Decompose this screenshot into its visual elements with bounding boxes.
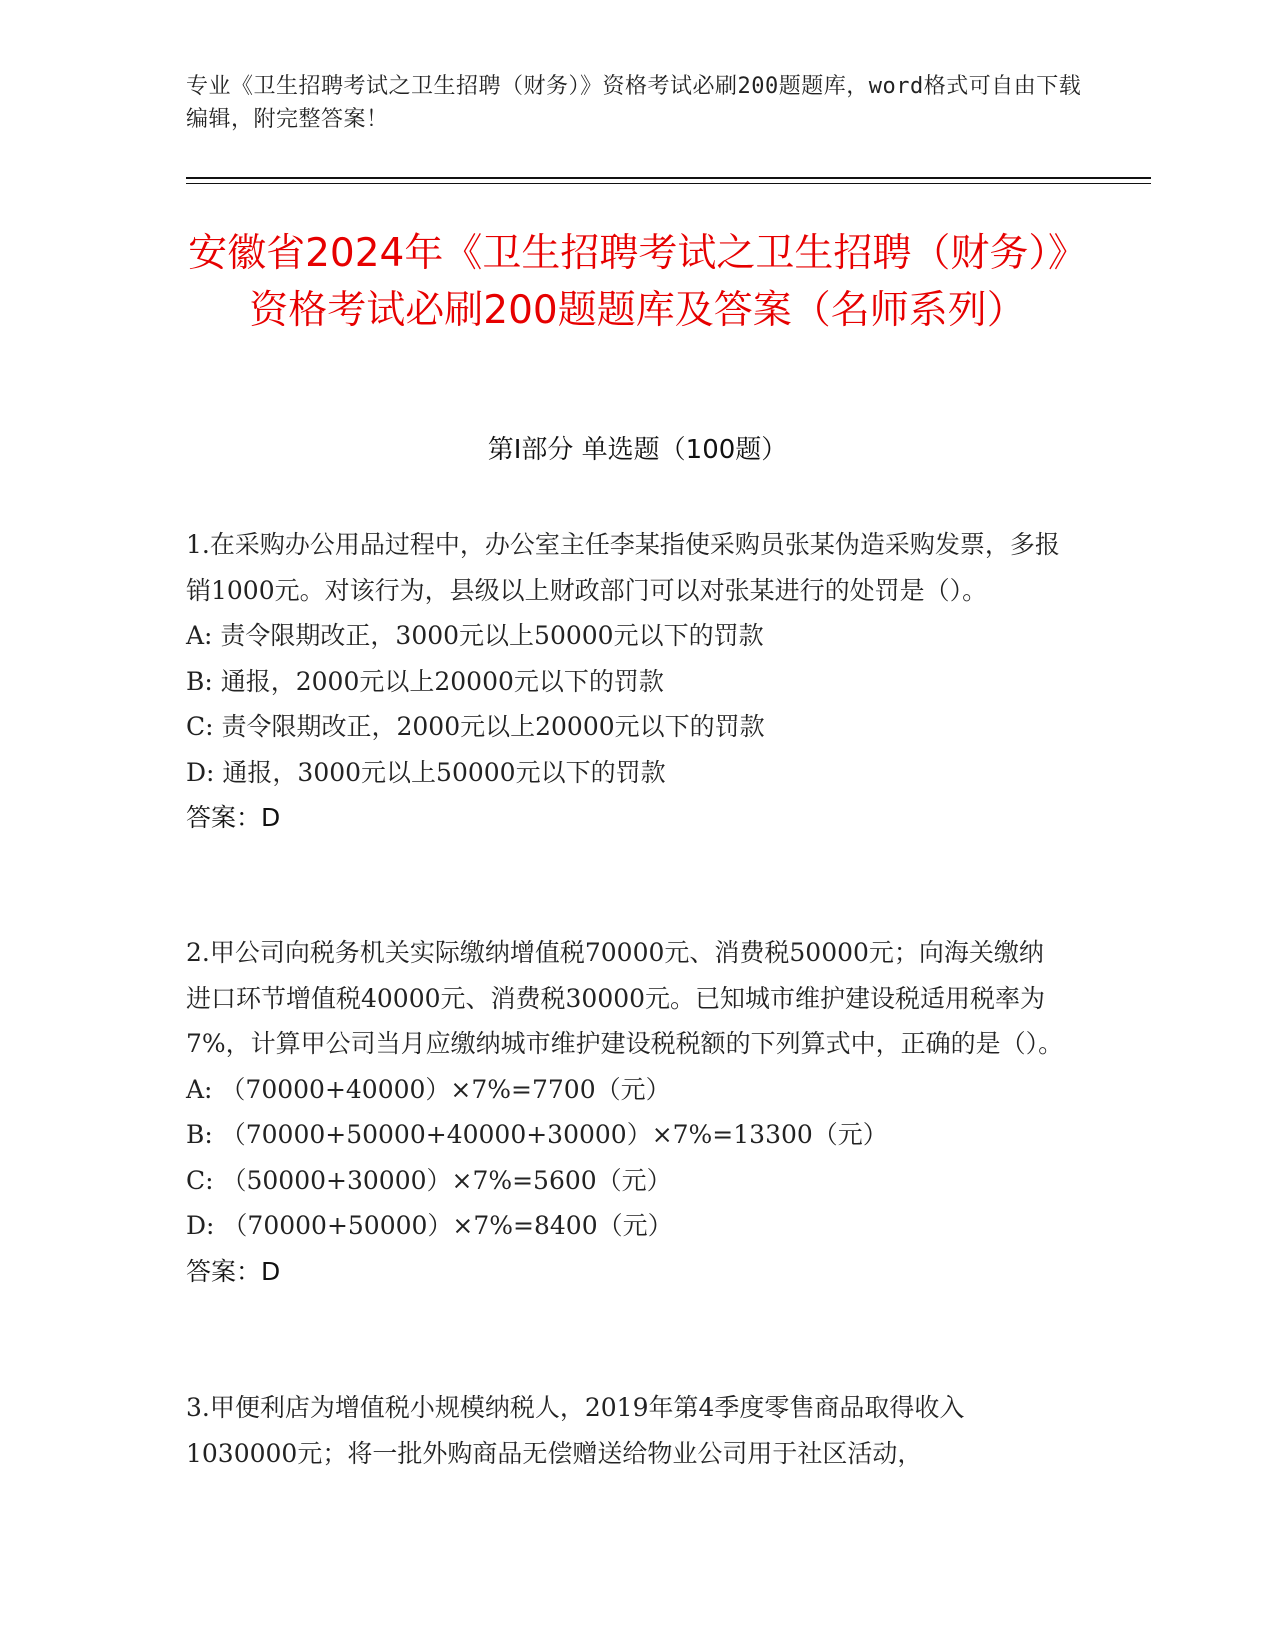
option-c: C: 责令限期改正，2000元以上20000元以下的罚款 <box>186 712 765 741</box>
question-2 <box>186 930 1066 1294</box>
option-c: C: （50000+30000）×7%=5600（元） <box>186 1165 672 1195</box>
option-a: A: （70000+40000）×7%=7700（元） <box>186 1074 671 1104</box>
header-note: 专业《卫生招聘考试之卫生招聘（财务）》资格考试必刷200题题库，word格式可自由下载编辑，附完整答案！ <box>186 74 1082 132</box>
question-stem: 2.甲公司向税务机关实际缴纳增值税70000元、消费税50000元；向海关缴纳进口环节增值税40000元、消费税30000元。已知城市维护建设税适用税率为7%，计算甲公司当月应缴纳城市维护建设税税额的下列算式中，正确的是（）。 <box>186 938 1064 1058</box>
option-d: D: 通报，3000元以上50000元以下的罚款 <box>186 757 666 787</box>
question-stem: 3.甲便利店为增值税小规模纳税人，2019年第4季度零售商品取得收入1030000元；将一批外购商品无偿赠送给物业公司用于社区活动， <box>186 1393 965 1468</box>
document-title: 安徽省2024年《卫生招聘考试之卫生招聘（财务）》资格考试必刷200题题库及答案（名师系列） <box>188 231 1087 333</box>
option-a: A: 责令限期改正，3000元以上50000元以下的罚款 <box>186 621 764 650</box>
answer: 答案：D <box>186 1256 281 1286</box>
header-divider-thick <box>186 177 1151 179</box>
question-stem: 1.在采购办公用品过程中，办公室主任李某指使采购员张某伪造采购发票，多报销1000元。对该行为，县级以上财政部门可以对张某进行的处罚是（）。 <box>186 530 1060 605</box>
option-b: B: 通报，2000元以上20000元以下的罚款 <box>186 666 664 696</box>
header-divider-thin <box>186 183 1151 184</box>
question-1 <box>186 522 1066 841</box>
question-3 <box>186 1385 1066 1476</box>
answer: 答案：D <box>186 803 281 832</box>
option-b: B: （70000+50000+40000+30000）×7%=13300（元） <box>186 1120 888 1149</box>
section-title: 第Ⅰ部分 单选题（100题） <box>487 435 788 465</box>
option-d: D: （70000+50000）×7%=8400（元） <box>186 1211 673 1240</box>
